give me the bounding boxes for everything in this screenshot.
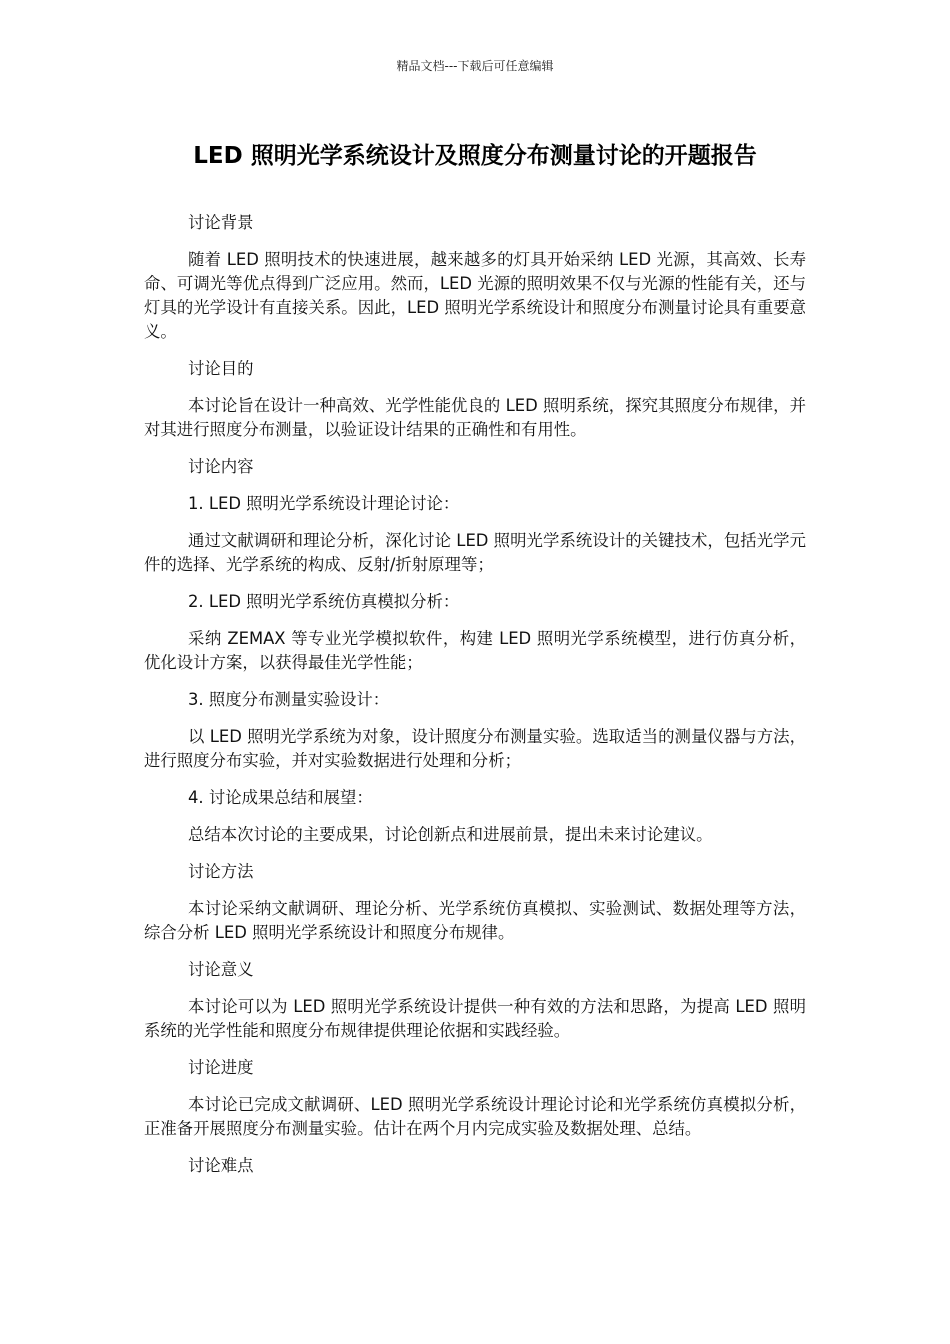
section-heading-content: 讨论内容 <box>188 457 254 476</box>
section-heading-background: 讨论背景 <box>188 213 254 232</box>
paragraph-method: 本讨论采纳文献调研、理论分析、光学系统仿真模拟、实验测试、数据处理等方法，综合分析 LED 照明光学系统设计和照度分布规律。 <box>144 899 806 942</box>
list-item-2: 2. LED 照明光学系统仿真模拟分析： <box>188 592 460 611</box>
list-item-3: 3. 照度分布测量实验设计： <box>188 690 390 709</box>
paragraph-item-3: 以 LED 照明光学系统为对象，设计照度分布测量实验。选取适当的测量仪器与方法，进行照度分布实验，并对实验数据进行处理和分析； <box>144 727 806 770</box>
paragraph-background: 随着 LED 照明技术的快速进展，越来越多的灯具开始采纳 LED 光源，其高效、长寿命、可调光等优点得到广泛应用。然而，LED 光源的照明效果不仅与光源的性能有关，还与灯具的光学设计有直接关系。因此，LED 照明光学系统设计和照度分布测量讨论具有重要意义。 <box>144 250 806 341</box>
section-heading-progress: 讨论进度 <box>188 1058 254 1077</box>
paragraph-item-1: 通过文献调研和理论分析，深化讨论 LED 照明光学系统设计的关键技术，包括光学元件的选择、光学系统的构成、反射/折射原理等； <box>144 531 806 574</box>
section-heading-method: 讨论方法 <box>188 862 254 881</box>
paragraph-item-4: 总结本次讨论的主要成果，讨论创新点和进展前景，提出未来讨论建议。 <box>188 825 713 844</box>
section-heading-significance: 讨论意义 <box>188 960 254 979</box>
paragraph-item-2: 采纳 ZEMAX 等专业光学模拟软件，构建 LED 照明光学系统模型，进行仿真分析，优化设计方案，以获得最佳光学性能； <box>144 629 806 672</box>
document-title: LED 照明光学系统设计及照度分布测量讨论的开题报告 <box>193 143 757 169</box>
list-item-1: 1. LED 照明光学系统设计理论讨论： <box>188 494 460 513</box>
paragraph-purpose: 本讨论旨在设计一种高效、光学性能优良的 LED 照明系统，探究其照度分布规律，并对其进行照度分布测量，以验证设计结果的正确性和有用性。 <box>144 396 806 439</box>
section-heading-difficulty: 讨论难点 <box>188 1156 254 1175</box>
paragraph-significance: 本讨论可以为 LED 照明光学系统设计提供一种有效的方法和思路，为提高 LED 照明系统的光学性能和照度分布规律提供理论依据和实践经验。 <box>144 997 806 1040</box>
list-item-4: 4. 讨论成果总结和展望： <box>188 788 373 807</box>
header-note: 精品文档---下载后可任意编辑 <box>396 59 554 73</box>
document-body <box>144 211 806 1191</box>
section-heading-purpose: 讨论目的 <box>188 359 254 378</box>
paragraph-progress: 本讨论已完成文献调研、LED 照明光学系统设计理论讨论和光学系统仿真模拟分析，正准备开展照度分布测量实验。估计在两个月内完成实验及数据处理、总结。 <box>144 1095 806 1138</box>
